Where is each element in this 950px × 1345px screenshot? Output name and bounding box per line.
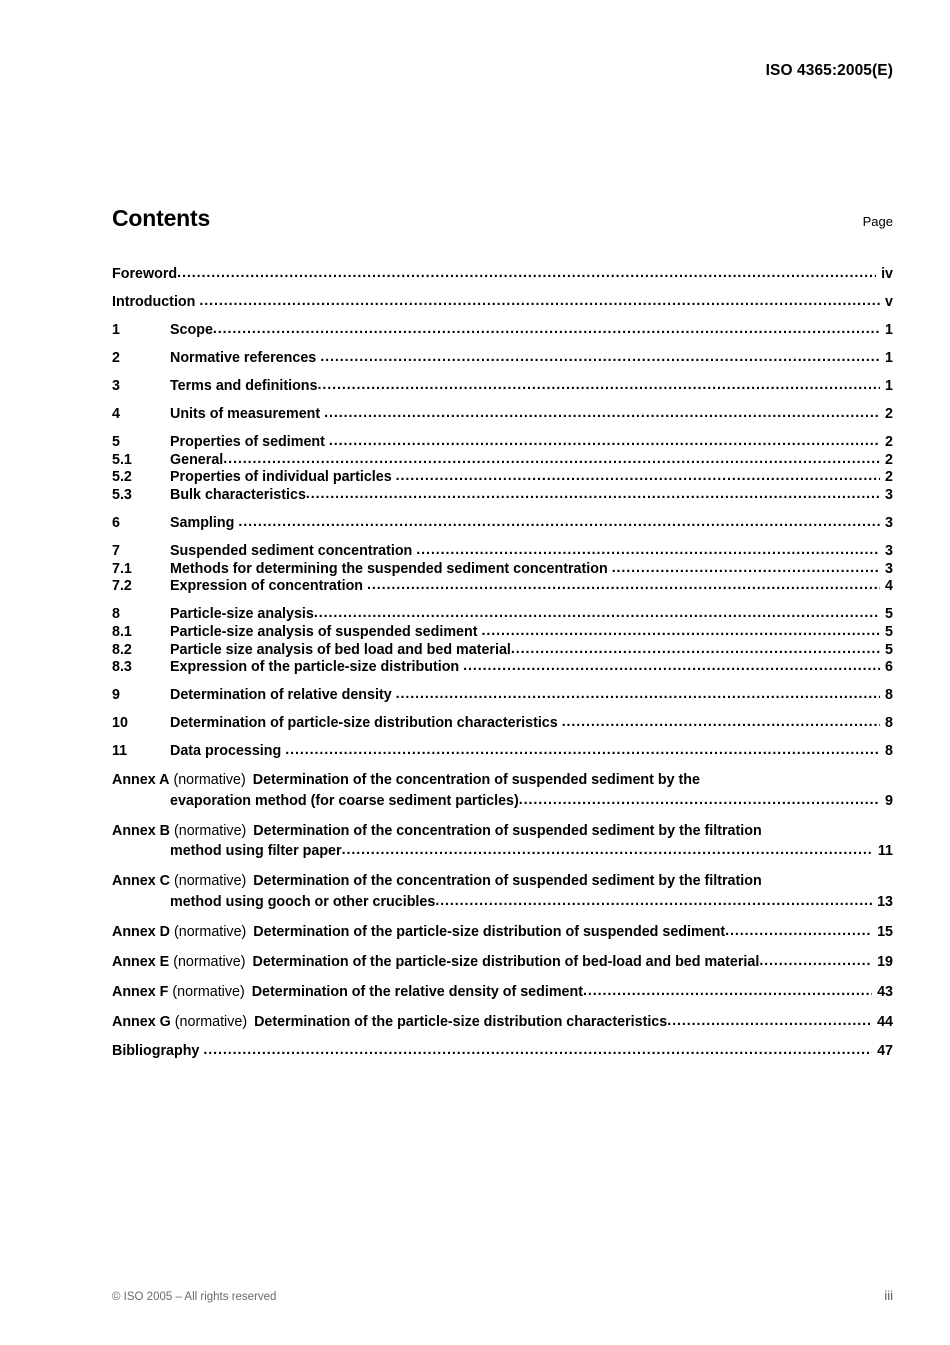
dot-leader <box>725 921 872 942</box>
annex-label: Annex D <box>112 923 170 940</box>
dot-leader <box>314 606 880 623</box>
dot-leader <box>223 452 880 469</box>
toc-entry-number: 6 <box>112 514 120 531</box>
copyright-notice: © ISO 2005 – All rights reserved <box>112 1291 277 1303</box>
toc-entry-annex-d[interactable] <box>112 922 893 943</box>
annex-page-number: 19 <box>877 953 893 970</box>
toc-entry-label-wrap <box>170 659 881 677</box>
toc-entry-clause-9[interactable] <box>112 687 893 705</box>
annex-entry-line-1 <box>112 922 893 943</box>
annex-entry-line-1 <box>112 1012 893 1033</box>
annex-page-number: 11 <box>877 843 893 860</box>
toc-entry-number: 5.1 <box>112 451 132 468</box>
toc-entry-label-wrap <box>170 378 881 396</box>
toc-entry-clause-10[interactable] <box>112 715 893 733</box>
toc-entry-number: 11 <box>112 743 128 760</box>
toc-entry-label-wrap <box>170 578 881 596</box>
toc-entry-number: 10 <box>112 715 128 732</box>
toc-entry-number: 9 <box>112 687 120 704</box>
toc-entry-clause-11[interactable] <box>112 743 893 761</box>
toc-entry-page-number: 8 <box>885 743 893 760</box>
toc-entry-clause-4[interactable] <box>112 406 893 424</box>
toc-entry-label: General <box>170 451 224 468</box>
toc-entry-number: 4 <box>112 405 120 422</box>
dot-leader <box>318 378 881 395</box>
toc-entry-label: Expression of the particle-size distribution <box>170 659 460 676</box>
dot-leader <box>667 1011 872 1032</box>
toc-entry-clause-8.3[interactable] <box>112 659 893 677</box>
dot-leader <box>367 578 880 595</box>
toc-entry-label-wrap <box>170 743 881 761</box>
annex-entry-line-1 <box>112 952 893 973</box>
toc-entry-label: Scope <box>170 321 213 338</box>
annex-title-part-1: Determination of the particle-size distribution of suspended sediment <box>253 923 726 940</box>
toc-entry-label: Particle size analysis of bed load and bed material <box>170 641 511 658</box>
toc-entry-clause-5.2[interactable] <box>112 469 893 487</box>
dot-leader <box>177 266 876 283</box>
annex-label: Annex B <box>112 822 170 839</box>
toc-entry-page-number: 47 <box>877 1043 893 1060</box>
annex-status: (normative) <box>172 983 245 1000</box>
toc-entry-clause-3[interactable] <box>112 378 893 396</box>
toc-entry-page-number: 3 <box>885 543 893 560</box>
toc-entry-clause-7.1[interactable] <box>112 561 893 579</box>
toc-entry-clause-8[interactable] <box>112 606 893 624</box>
toc-entry-number: 8.1 <box>112 623 132 640</box>
toc-entry-page-number: 8 <box>885 715 893 732</box>
annex-label: Annex A <box>112 772 170 789</box>
toc-entry-label-wrap <box>170 452 881 470</box>
toc-entry-clause-8.1[interactable] <box>112 624 893 642</box>
toc-entry-label-wrap <box>112 294 881 312</box>
toc-entry-label: Bulk characteristics <box>170 486 306 503</box>
toc-entry-label-wrap <box>170 687 881 705</box>
toc-entry-label: Expression of concentration <box>170 578 364 595</box>
contents-title-row <box>112 205 893 232</box>
toc-entry-annex-b[interactable] <box>112 821 893 862</box>
annex-label: Annex G <box>112 1013 171 1030</box>
toc-entry-annex-g[interactable] <box>112 1012 893 1033</box>
toc-entry-number: 5.2 <box>112 469 132 486</box>
annex-entry-line-2 <box>112 841 893 862</box>
annex-title-part-1: Determination of the particle-size distribution of bed-load and bed material <box>252 953 760 970</box>
dot-leader <box>329 434 880 451</box>
dot-leader <box>435 891 872 912</box>
page-column-label: Page <box>862 214 893 229</box>
annex-label: Annex C <box>112 873 170 890</box>
toc-entry-label: Particle-size analysis <box>170 606 314 623</box>
toc-entry-page-number: 3 <box>885 486 893 503</box>
dot-leader <box>759 951 872 972</box>
toc-entry-label-wrap <box>170 406 881 424</box>
toc-entry-label: Determination of relative density <box>170 687 392 704</box>
annex-status: (normative) <box>173 953 246 970</box>
annex-title-part-1: Determination of the particle-size distribution characteristics <box>254 1013 668 1030</box>
toc-entry-number: 8.3 <box>112 659 132 676</box>
toc-entry-page-number: 2 <box>885 434 893 451</box>
annex-label: Annex F <box>112 983 169 1000</box>
toc-entry-annex-f[interactable] <box>112 982 893 1003</box>
toc-entry-label-wrap <box>112 266 877 284</box>
annex-page-number: 13 <box>877 893 893 910</box>
annex-entry-line-1 <box>112 821 893 842</box>
toc-entry-label: Introduction <box>112 293 196 310</box>
page-folio: iii <box>884 1288 893 1303</box>
dot-leader <box>416 543 880 560</box>
toc-entry-label: Bibliography <box>112 1043 200 1060</box>
dot-leader <box>342 840 873 861</box>
toc-entry-page-number: iv <box>881 266 893 282</box>
toc-entry-label-wrap <box>170 624 881 642</box>
annex-page-number: 9 <box>885 792 893 809</box>
toc-entry-label-wrap <box>170 715 881 733</box>
annex-status: (normative) <box>174 822 247 839</box>
toc-entry-label: Suspended sediment concentration <box>170 543 413 560</box>
toc-entry-label: Foreword <box>112 266 178 282</box>
toc-entry-clause-5.3[interactable] <box>112 487 893 505</box>
toc-entry-bibliography[interactable] <box>112 1043 893 1061</box>
toc-entry-number: 5 <box>112 434 120 451</box>
dot-leader <box>306 487 880 504</box>
toc-entry-label: Normative references <box>170 349 317 366</box>
annex-title-part-2: method using filter paper <box>170 843 342 860</box>
toc-entry-page-number: 6 <box>885 659 893 676</box>
toc-entry-clause-5.1[interactable] <box>112 452 893 470</box>
annex-entry-line-2 <box>112 892 893 913</box>
annex-entry-line-1 <box>112 770 893 791</box>
toc-entry-label-wrap <box>170 642 881 660</box>
toc-entry-label-wrap <box>112 1043 873 1061</box>
toc-entry-annex-c[interactable] <box>112 871 893 912</box>
toc-entry-page-number: 2 <box>885 451 893 468</box>
toc-entry-annex-e[interactable] <box>112 952 893 973</box>
dot-leader <box>320 350 880 367</box>
toc-entry-page-number: 1 <box>885 349 893 366</box>
toc-entry-label-wrap <box>170 322 881 340</box>
toc-entry-page-number: 8 <box>885 687 893 704</box>
toc-entry-number: 1 <box>112 321 120 338</box>
toc-entry-annex-a[interactable] <box>112 770 893 811</box>
dot-leader <box>463 659 880 676</box>
annex-status: (normative) <box>174 1013 248 1030</box>
toc-entry-foreword[interactable] <box>112 266 893 284</box>
annex-title-part-2: method using gooch or other crucibles <box>170 893 436 910</box>
dot-leader <box>285 743 880 760</box>
toc-entry-label-wrap <box>170 434 881 452</box>
toc-entry-label: Methods for determining the suspended sediment concentration <box>170 560 608 577</box>
running-header: ISO 4365:2005(E) <box>765 62 893 79</box>
toc-entry-number: 5.3 <box>112 486 132 503</box>
toc-entry-introduction[interactable] <box>112 294 893 312</box>
page-footer <box>112 1288 893 1303</box>
toc-entry-label: Units of measurement <box>170 405 321 422</box>
dot-leader <box>238 515 880 532</box>
toc-entry-clause-2[interactable] <box>112 350 893 368</box>
annex-entry-line-2 <box>112 791 893 812</box>
toc-entry-label-wrap <box>170 606 881 624</box>
toc-entry-page-number: 1 <box>885 377 893 394</box>
toc-entry-clause-1[interactable] <box>112 322 893 340</box>
dot-leader <box>583 981 872 1002</box>
toc-entry-page-number: 5 <box>885 606 893 623</box>
dot-leader <box>203 1043 872 1060</box>
dot-leader <box>519 790 880 811</box>
annex-status: (normative) <box>174 923 247 940</box>
page-title: Contents <box>112 205 211 231</box>
dot-leader <box>562 715 880 732</box>
annex-page-number: 15 <box>877 923 893 940</box>
annex-page-number: 43 <box>877 983 893 1000</box>
toc-entry-label: Determination of particle-size distribution characteristics <box>170 715 558 732</box>
annex-status: (normative) <box>173 772 246 789</box>
toc-entry-label: Properties of sediment <box>170 434 325 451</box>
annex-page-number: 44 <box>877 1013 893 1030</box>
annex-title-part-1: Determination of the concentration of suspended sediment by the <box>252 772 700 789</box>
dot-leader <box>324 406 880 423</box>
annex-label: Annex E <box>112 953 170 970</box>
toc-entry-number: 2 <box>112 349 120 366</box>
annex-entry-line-1 <box>112 871 893 892</box>
toc-entry-number: 3 <box>112 377 120 394</box>
toc-entry-page-number: 4 <box>885 578 893 595</box>
toc-entry-number: 8.2 <box>112 641 132 658</box>
annex-title-part-2: evaporation method (for coarse sediment particles) <box>170 792 519 809</box>
toc-entry-label: Terms and definitions <box>170 377 318 394</box>
toc-entry-label-wrap <box>170 515 881 533</box>
dot-leader <box>396 687 880 704</box>
toc-entry-clause-8.2[interactable] <box>112 642 893 660</box>
toc-entry-page-number: 3 <box>885 514 893 531</box>
toc-entry-label-wrap <box>170 543 881 561</box>
toc-entry-label: Properties of individual particles <box>170 469 392 486</box>
annex-entry-line-1 <box>112 982 893 1003</box>
table-of-contents <box>112 266 893 1061</box>
toc-entry-page-number: v <box>885 293 893 310</box>
toc-entry-clause-6[interactable] <box>112 515 893 533</box>
dot-leader <box>396 469 880 486</box>
toc-entry-page-number: 2 <box>885 405 893 422</box>
dot-leader <box>511 642 880 659</box>
dot-leader <box>612 561 880 578</box>
toc-entry-page-number: 5 <box>885 641 893 658</box>
dot-leader <box>199 294 880 311</box>
toc-entry-label-wrap <box>170 487 881 505</box>
toc-entry-page-number: 1 <box>885 321 893 338</box>
toc-entry-label: Particle-size analysis of suspended sediment <box>170 623 478 640</box>
toc-entry-page-number: 3 <box>885 560 893 577</box>
dot-leader <box>213 322 880 339</box>
toc-entry-label: Data processing <box>170 743 282 760</box>
toc-entry-label-wrap <box>170 561 881 579</box>
annex-title-part-1: Determination of the concentration of suspended sediment by the filtration <box>253 873 762 890</box>
annex-status: (normative) <box>174 873 247 890</box>
toc-entry-number: 7 <box>112 543 120 560</box>
toc-entry-label: Sampling <box>170 514 235 531</box>
toc-entry-page-number: 5 <box>885 623 893 640</box>
toc-entry-label-wrap <box>170 469 881 487</box>
toc-entry-clause-7.2[interactable] <box>112 578 893 596</box>
toc-entry-number: 7.2 <box>112 578 132 595</box>
annex-title-part-1: Determination of the concentration of suspended sediment by the filtration <box>253 822 762 839</box>
annex-title-part-1: Determination of the relative density of sediment <box>251 983 583 1000</box>
toc-entry-clause-7[interactable] <box>112 543 893 561</box>
toc-entry-page-number: 2 <box>885 469 893 486</box>
toc-entry-label-wrap <box>170 350 881 368</box>
toc-entry-clause-5[interactable] <box>112 434 893 452</box>
toc-entry-number: 7.1 <box>112 560 132 577</box>
dot-leader <box>481 624 880 641</box>
toc-entry-number: 8 <box>112 606 120 623</box>
